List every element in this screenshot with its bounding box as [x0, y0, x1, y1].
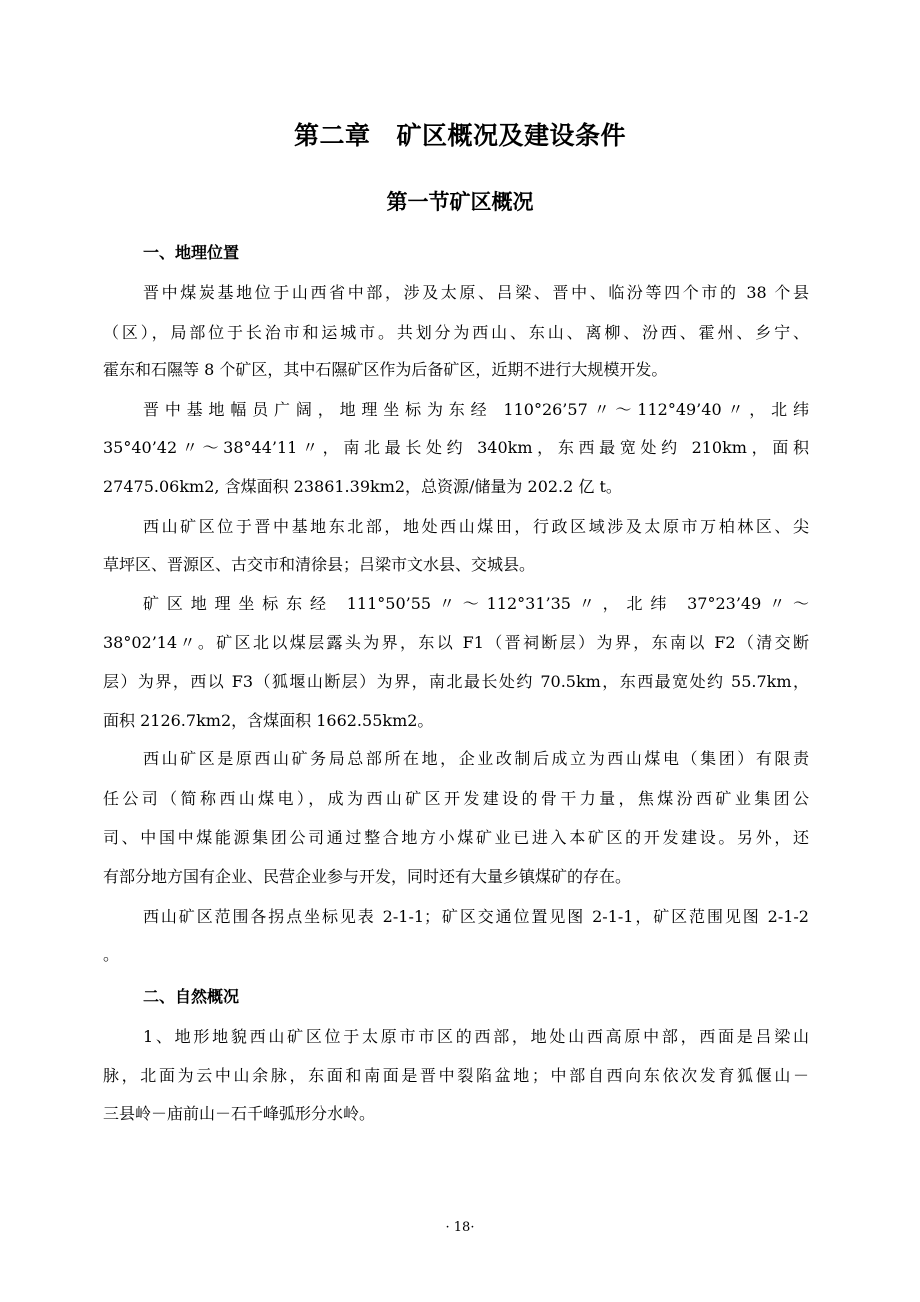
- text-line: 矿区地理坐标东经 111°50’55〃～112°31’35〃，北纬 37°23’49〃～: [143, 594, 809, 613]
- text-line: 西山矿区位于晋中基地东北部，地处西山煤田，行政区域涉及太原市万柏林区、尖: [143, 517, 809, 536]
- section-title: 第一节矿区概况: [386, 190, 534, 214]
- chapter-number: 第二章: [293, 121, 371, 150]
- text-line: 面积 2126.7km2，含煤面积 1662.55km2。: [103, 711, 434, 730]
- text-line: 。: [103, 945, 120, 964]
- text-line: 司、中国中煤能源集团公司通过整合地方小煤矿业已进入本矿区的开发建设。另外，还: [103, 828, 809, 847]
- text-line: 层）为界，西以 F3（狐堰山断层）为界，南北最长处约 70.5km，东西最宽处约 55.7km，: [103, 672, 809, 691]
- text-line: 晋中煤炭基地位于山西省中部，涉及太原、吕梁、晋中、临汾等四个市的 38 个县: [143, 283, 809, 302]
- text-line: 1、地形地貌西山矿区位于太原市市区的西部，地处山西高原中部，西面是吕梁山: [143, 1027, 809, 1046]
- text-line: 霍东和石隰等 8 个矿区，其中石隰矿区作为后备矿区，近期不进行大规模开发。: [103, 360, 668, 379]
- text-line: 35°40’42〃～38°44’11〃，南北最长处约 340km，东西最宽处约 210km，面积: [103, 438, 809, 457]
- page-number: · 18·: [445, 1220, 475, 1235]
- text-line: 任公司（简称西山煤电），成为西山矿区开发建设的骨干力量，焦煤汾西矿业集团公: [103, 789, 809, 808]
- subsection-heading-natural: 二、自然概况: [143, 987, 240, 1006]
- text-line: 西山矿区范围各拐点坐标见表 2-1-1；矿区交通位置见图 2-1-1，矿区范围见图 2-1-2: [143, 907, 809, 926]
- chapter-title: [0, 118, 920, 154]
- text-line: 有部分地方国有企业、民营企业参与开发，同时还有大量乡镇煤矿的存在。: [103, 867, 632, 886]
- text-line: 西山矿区是原西山矿务局总部所在地，企业改制后成立为西山煤电（集团）有限责: [143, 749, 809, 768]
- text-line: （区），局部位于长治市和运城市。共划分为西山、东山、离柳、汾西、霍州、乡宁、: [103, 323, 809, 342]
- text-line: 脉，北面为云中山余脉，东面和南面是晋中裂陷盆地；中部自西向东依次发育狐偃山－: [103, 1066, 809, 1085]
- text-line: 27475.06km2, 含煤面积 23861.39km2，总资源/储量为 202.2 亿 t。: [103, 477, 622, 496]
- text-line: 38°02’14〃。矿区北以煤层露头为界，东以 F1（晋祠断层）为界，东南以 F2（清交断: [103, 633, 809, 652]
- text-line: 晋中基地幅员广阔，地理坐标为东经 110°26’57〃～112°49’40〃，北纬: [143, 400, 809, 419]
- text-line: 草坪区、晋源区、古交市和清徐县；吕梁市文水县、交城县。: [103, 555, 536, 574]
- chapter-title-text: 矿区概况及建设条件: [396, 121, 627, 150]
- subsection-heading-geography: 一、地理位置: [143, 243, 240, 262]
- text-line: 三县岭－庙前山－石千峰弧形分水岭。: [103, 1104, 376, 1123]
